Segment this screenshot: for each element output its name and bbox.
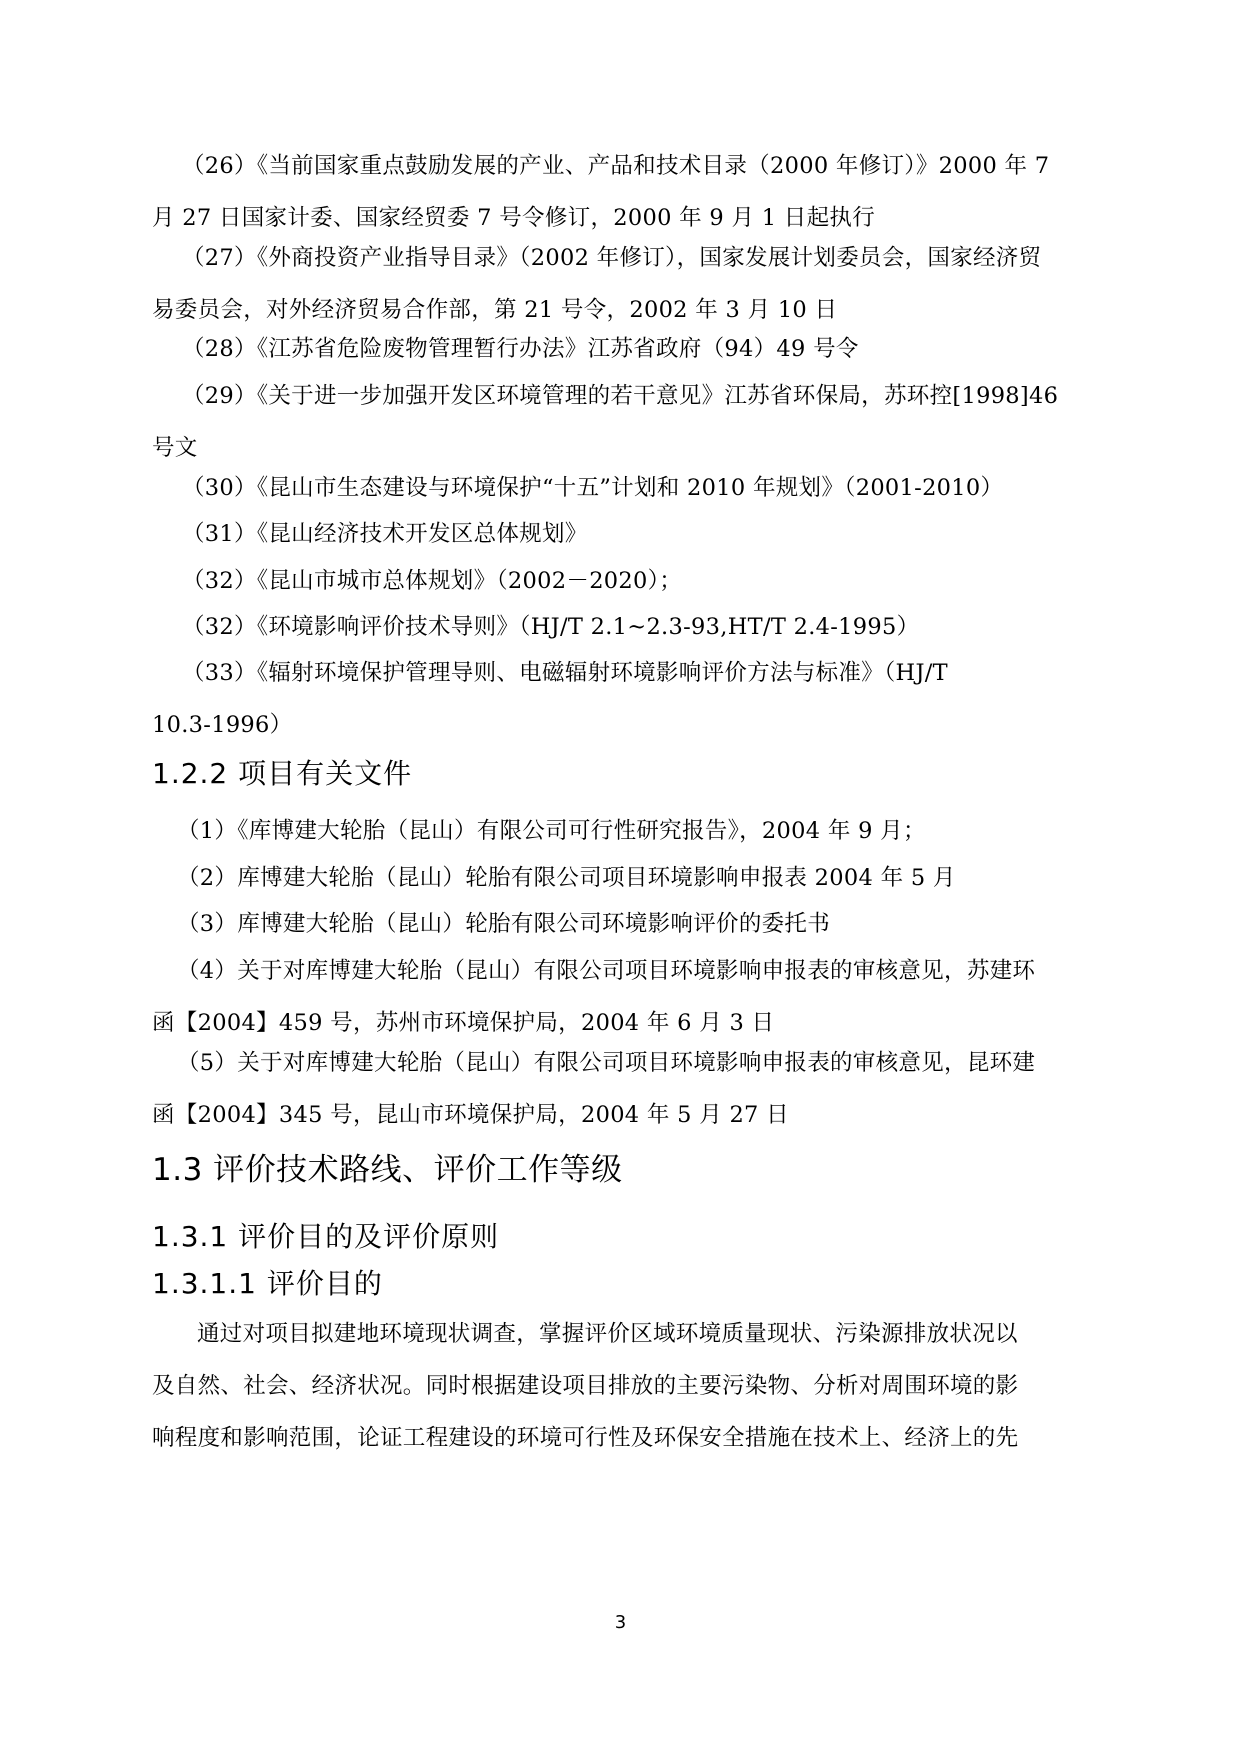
section-heading-1-3-1: 1.3.1 评价目的及评价原则: [152, 1220, 500, 1253]
project-doc-3: [152, 898, 1096, 950]
text-line: 函【2004】459 号，苏州市环境保护局，2004 年 6 月 3 日: [152, 1010, 775, 1036]
reference-item-26: [152, 140, 1096, 244]
text-line: （28）《江苏省危险废物管理暂行办法》江苏省政府（94）49 号令: [182, 336, 859, 362]
section-heading-1-2-2: 1.2.2 项目有关文件: [152, 757, 413, 790]
reference-item-30: [152, 462, 1096, 514]
text-line: 易委员会，对外经济贸易合作部，第 21 号令，2002 年 3 月 10 日: [152, 297, 838, 323]
text-line: （27）《外商投资产业指导目录》（2002 年修订），国家发展计划委员会，国家经济贸: [182, 245, 1042, 271]
text-line: （32）《环境影响评价技术导则》（HJ/T 2.1~2.3-93,HT/T 2.4-1995）: [182, 614, 920, 640]
text-line: 响程度和影响范围，论证工程建设的环境可行性及环保安全措施在技术上、经济上的先: [152, 1425, 1019, 1451]
text-line: （1）《库博建大轮胎（昆山）有限公司可行性研究报告》，2004 年 9 月；: [177, 818, 926, 844]
project-doc-4: [152, 945, 1096, 1049]
section-heading-1-3-1-1: 1.3.1.1 评价目的: [152, 1267, 383, 1300]
text-line: （33）《辐射环境保护管理导则、电磁辐射环境影响评价方法与标准》（HJ/T: [182, 660, 948, 686]
reference-item-32a: [152, 555, 1096, 607]
text-line: （4）关于对库博建大轮胎（昆山）有限公司项目环境影响申报表的审核意见，苏建环: [177, 958, 1036, 984]
text-line: 及自然、社会、经济状况。同时根据建设项目排放的主要污染物、分析对周围环境的影: [152, 1373, 1019, 1399]
project-doc-2: [152, 852, 1096, 904]
project-doc-1: [152, 805, 1096, 857]
text-line: （29）《关于进一步加强开发区环境管理的若干意见》江苏省环保局，苏环控[1998]46: [182, 383, 1059, 409]
text-line: （26）《当前国家重点鼓励发展的产业、产品和技术目录（2000 年修订）》2000 年 7: [182, 153, 1050, 179]
page-number: 3: [614, 1612, 627, 1633]
reference-item-29: [152, 370, 1096, 474]
text-line: 10.3-1996）: [152, 712, 293, 738]
text-line: （30）《昆山市生态建设与环境保护“十五”计划和 2010 年规划》（2001-2010）: [182, 475, 1004, 501]
body-paragraph: [152, 1308, 1096, 1464]
text-line: 通过对项目拟建地环境现状调查，掌握评价区域环境质量现状、污染源排放状况以: [197, 1321, 1018, 1347]
text-line: （32）《昆山市城市总体规划》（2002－2020）；: [182, 568, 683, 594]
text-line: 月 27 日国家计委、国家经贸委 7 号令修订，2000 年 9 月 1 日起执行: [152, 205, 876, 231]
text-line: 函【2004】345 号，昆山市环境保护局，2004 年 5 月 27 日: [152, 1102, 789, 1128]
text-line: （3）库博建大轮胎（昆山）轮胎有限公司环境影响评价的委托书: [177, 911, 831, 937]
reference-item-27: [152, 232, 1096, 336]
section-heading-1-3: 1.3 评价技术路线、评价工作等级: [152, 1152, 623, 1188]
reference-item-33: [152, 647, 1096, 751]
text-line: （5）关于对库博建大轮胎（昆山）有限公司项目环境影响申报表的审核意见，昆环建: [177, 1050, 1036, 1076]
reference-item-28: [152, 323, 1096, 375]
reference-item-32b: [152, 601, 1096, 653]
text-line: （2）库博建大轮胎（昆山）轮胎有限公司项目环境影响申报表 2004 年 5 月: [177, 865, 956, 891]
project-doc-5: [152, 1037, 1096, 1141]
text-line: （31）《昆山经济技术开发区总体规划》: [182, 521, 588, 547]
reference-item-31: [152, 508, 1096, 560]
text-line: 号文: [152, 435, 198, 461]
